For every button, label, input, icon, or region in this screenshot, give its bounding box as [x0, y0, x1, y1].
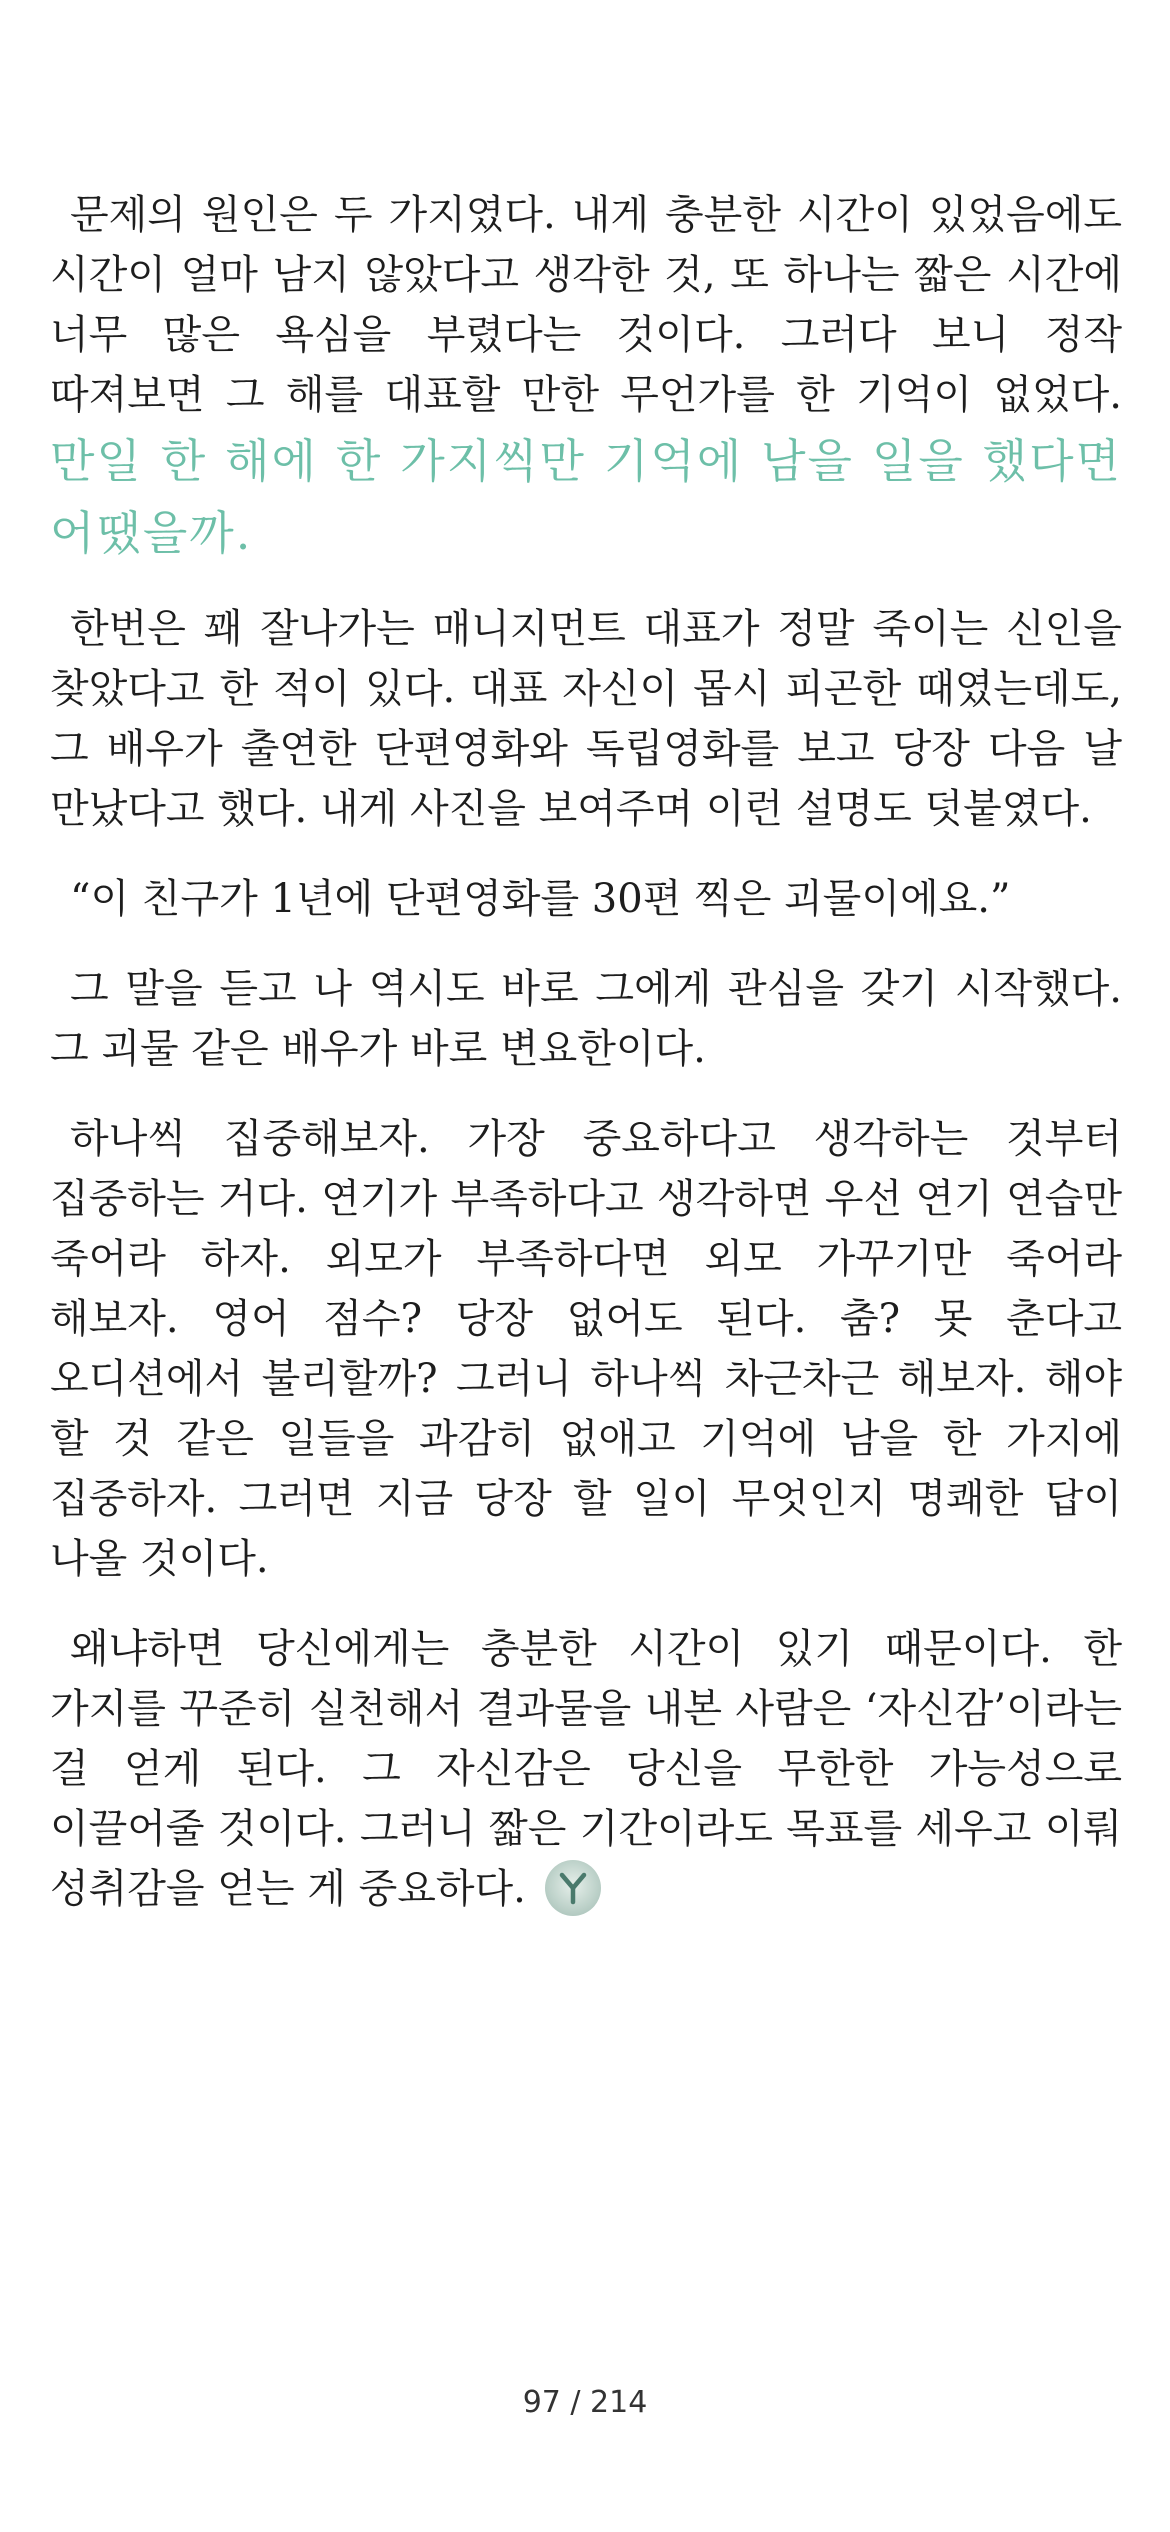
paragraph-4 [50, 959, 1122, 1079]
chapter-text [50, 185, 1122, 1950]
paragraph-1-text: 문제의 원인은 두 가지였다. 내게 충분한 시간이 있었음에도 시간이 얼마 남지 않았다고 생각한 것, 또 하나는 짧은 시간에 너무 많은 욕심을 부렸다는 것이다. 그러다 보니 정작 따져보면 그 해를 대표할 만한 무언가를 한 기억이 없었다. [50, 192, 1122, 418]
paragraph-6 [50, 1619, 1122, 1920]
paragraph-2 [50, 599, 1122, 839]
y-emblem-icon [545, 1860, 601, 1916]
paragraph-3-quote [50, 869, 1122, 929]
paragraph-5-text: 하나씩 집중해보자. 가장 중요하다고 생각하는 것부터 집중하는 거다. 연기가 부족하다고 생각하면 우선 연기 연습만 죽어라 하자. 외모가 부족하다면 외모 가꾸기만 죽어라 해보자. 영어 점수? 당장 없어도 된다. 춤? 못 춘다고 오디션에서 불리할까? 그러니 하나씩 차근차근 해보자. 해야 할 것 같은 일들을 과감히 없애고 기억에 남을 한 가지에 집중하자. 그러면 지금 당장 할 일이 무엇인지 명쾌한 답이 나올 것이다. [50, 1116, 1122, 1582]
paragraph-6-text: 왜냐하면 당신에게는 충분한 시간이 있기 때문이다. 한 가지를 꾸준히 실천해서 결과물을 내본 사람은 ‘자신감’이라는 걸 얻게 된다. 그 자신감은 당신을 무한한 가능성으로 이끌어줄 것이다. 그러니 짧은 기간이라도 목표를 세우고 이뤄 성취감을 얻는 게 중요하다. [50, 1626, 1122, 1912]
paragraph-3-text: “이 친구가 1년에 단편영화를 30편 찍은 괴물이에요.” [70, 876, 1011, 922]
paragraph-2-text: 한번은 꽤 잘나가는 매니지먼트 대표가 정말 죽이는 신인을 찾았다고 한 적이 있다. 대표 자신이 몹시 피곤한 때였는데도, 그 배우가 출연한 단편영화와 독립영화를 보고 당장 다음 날 만났다고 했다. 내게 사진을 보여주며 이런 설명도 덧붙였다. [50, 606, 1122, 832]
paragraph-5 [50, 1109, 1122, 1589]
page-indicator: 97 / 214 [522, 2385, 648, 2420]
highlighted-quote: 만일 한 해에 한 가지씩만 기억에 남을 일을 했다면 어땠을까. [50, 434, 1122, 560]
paragraph-4-text: 그 말을 듣고 나 역시도 바로 그에게 관심을 갖기 시작했다. 그 괴물 같은 배우가 바로 변요한이다. [50, 966, 1122, 1072]
paragraph-1 [50, 185, 1122, 569]
